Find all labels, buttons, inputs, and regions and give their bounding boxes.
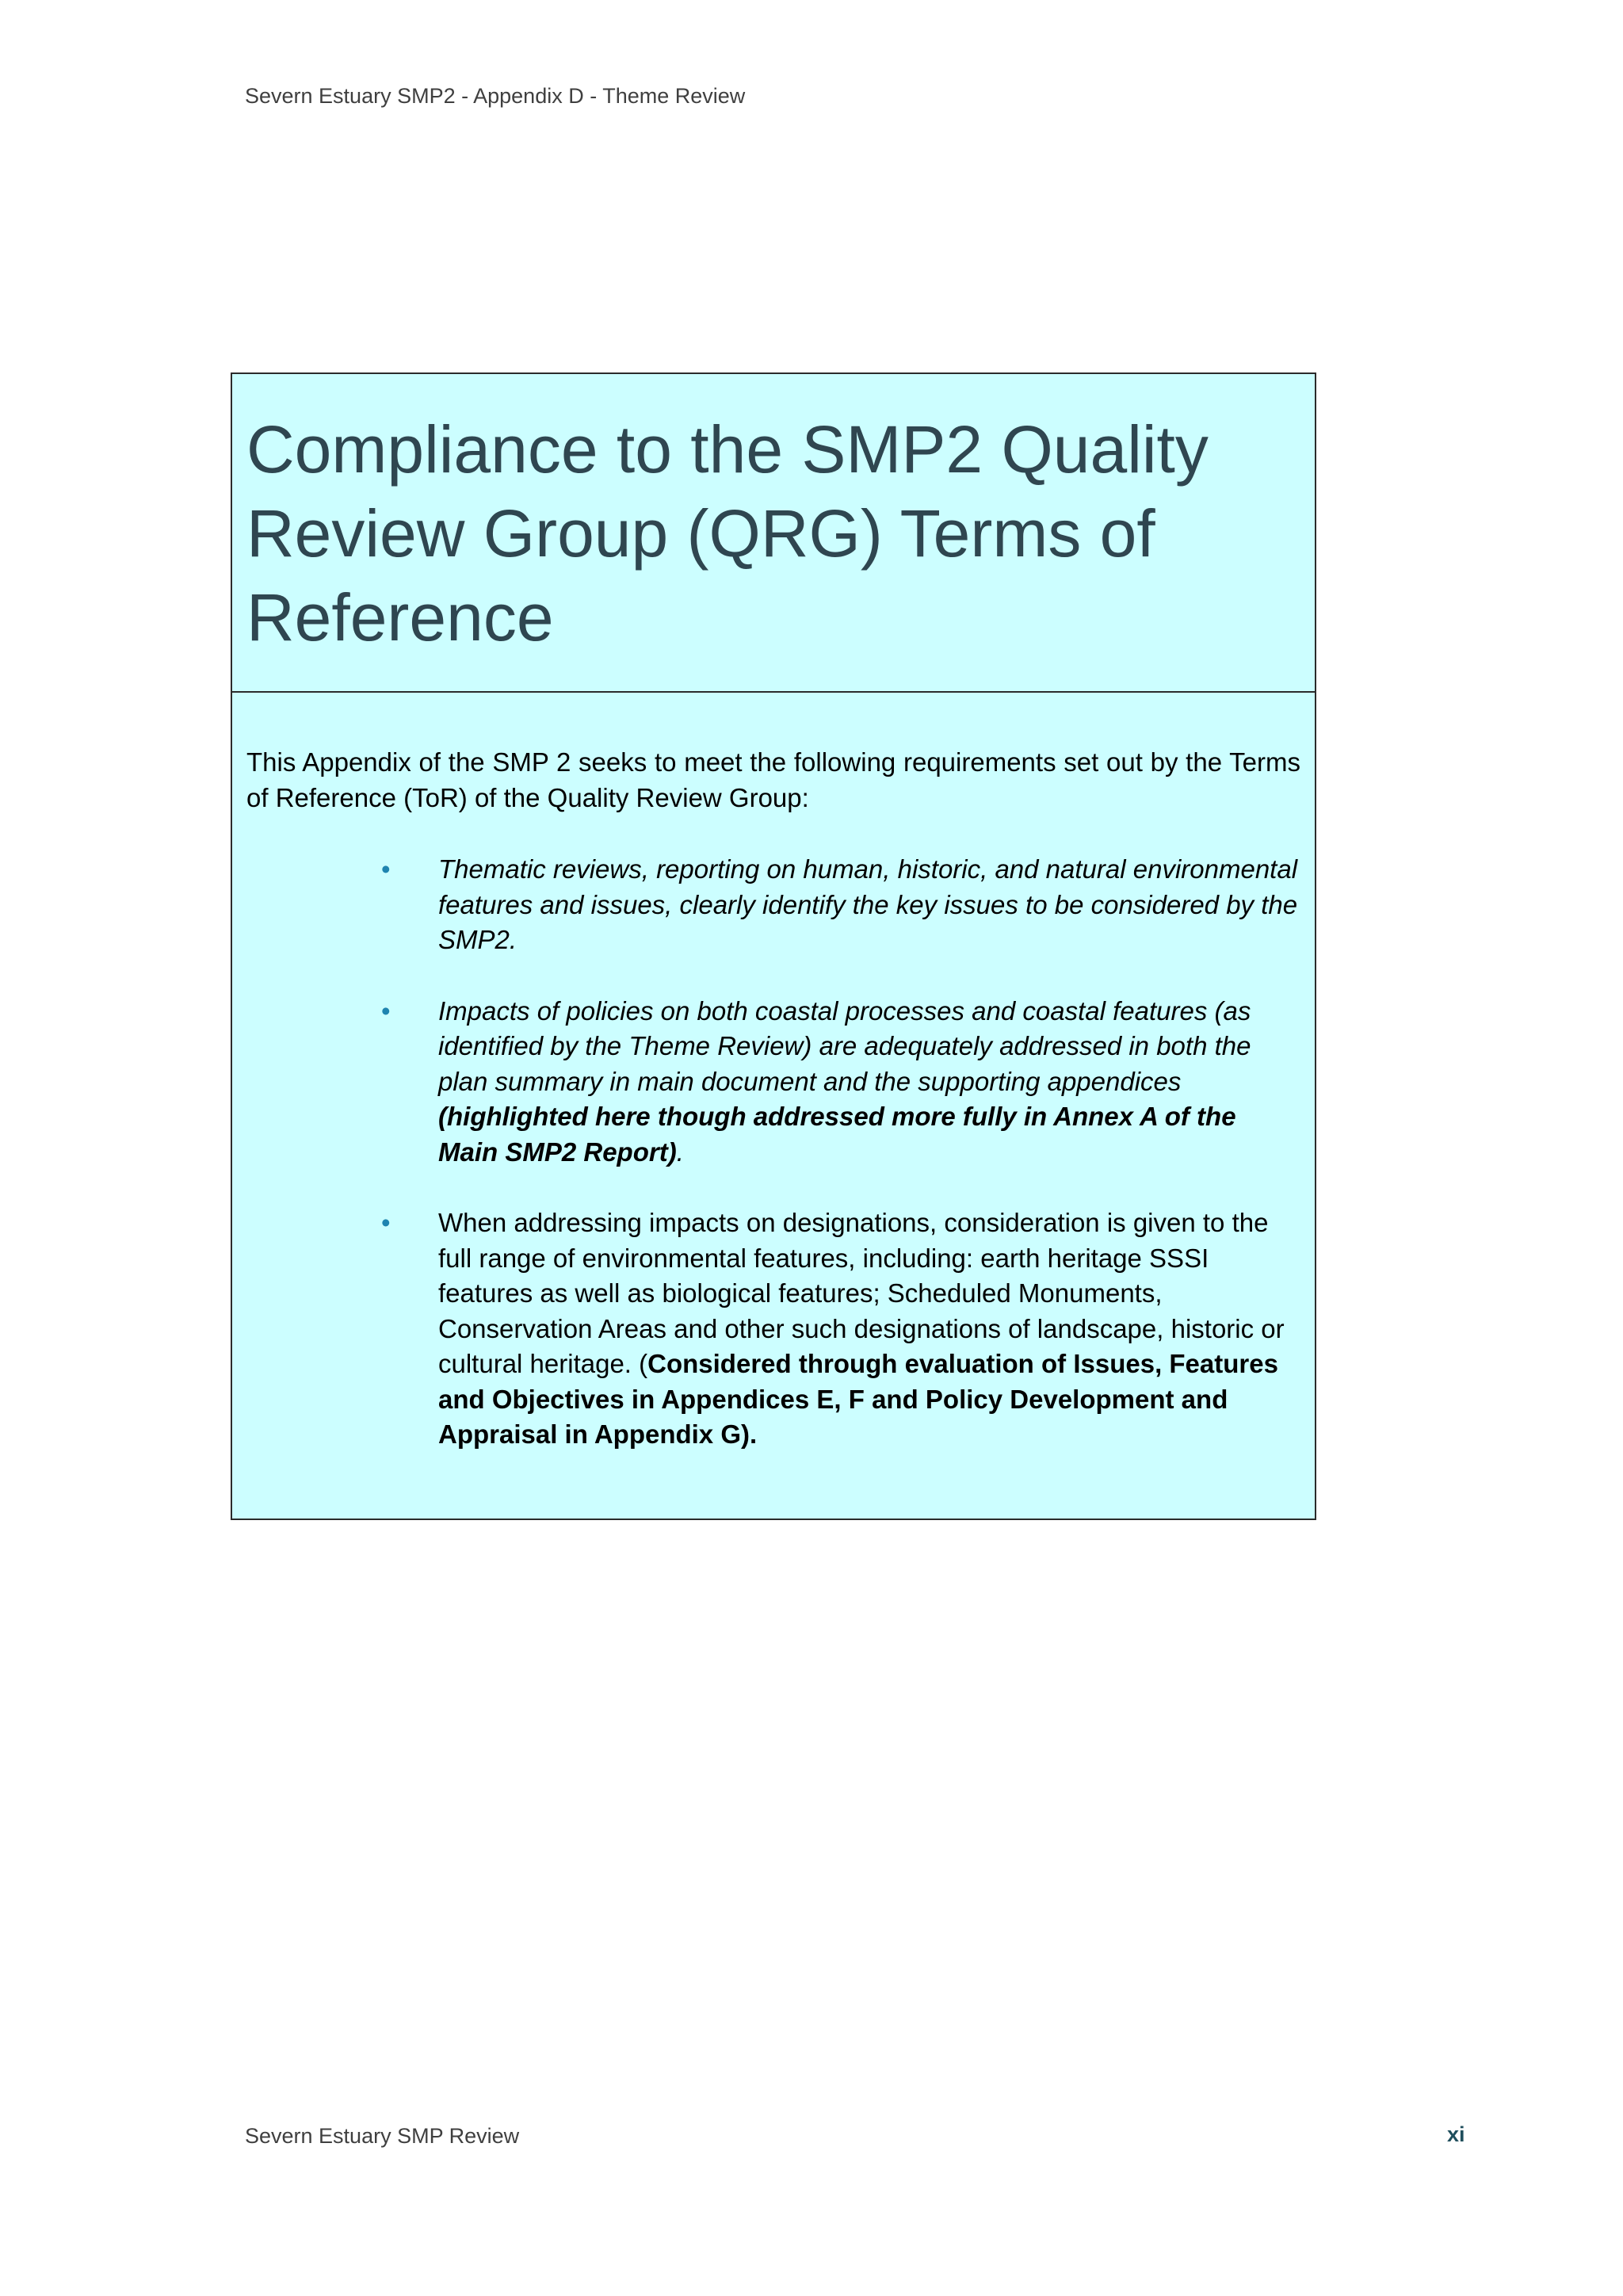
bullet-text: Thematic reviews, reporting on human, historic, and natural environmental features and issues, clearly identify the key issues to be considered by the SMP2.	[438, 854, 1298, 954]
bullet-text: Impacts of policies on both coastal processes and coastal features (as identified by the Theme Review) are adequately addressed in both the plan summary in main document and the supporting appendices	[438, 995, 1251, 1096]
box-title-cell	[232, 374, 1315, 693]
bullet-tail: .	[676, 1137, 684, 1167]
list-item	[246, 1205, 1300, 1453]
bullet-icon: •	[381, 1208, 391, 1237]
box-body	[232, 693, 1315, 1453]
bullet-emphasis: (highlighted here though addressed more fully in Annex A of the Main SMP2 Report)	[438, 1102, 1236, 1167]
list-item	[246, 852, 1300, 958]
box-title: Compliance to the SMP2 Quality Review Group (QRG) Terms of Reference	[246, 412, 1209, 655]
bullet-icon: •	[381, 854, 391, 884]
running-header: Severn Estuary SMP2 - Appendix D - Theme Review	[245, 84, 746, 108]
intro-paragraph: This Appendix of the SMP 2 seeks to meet the following requirements set out by the Terms of Reference (ToR) of the Quality Review Group:	[246, 747, 1300, 812]
bullet-emphasis: Considered through evaluation of Issues, Features and Objectives in Appendices E, F and Policy Development and Appraisal in Appendix G).	[438, 1349, 1278, 1449]
running-footer: Severn Estuary SMP Review	[245, 2124, 520, 2148]
bullet-icon: •	[381, 995, 391, 1026]
requirements-list	[246, 852, 1300, 1453]
list-item	[246, 994, 1300, 1171]
page-number: xi	[1447, 2122, 1465, 2146]
bullet-text: When addressing impacts on designations, consideration is given to the full range of environmental features, including: earth heritage SSSI features as well as biological features; Scheduled Monuments, Conservation Areas and other such designations of landscape, historic or cultural heritage. (	[438, 1208, 1285, 1378]
qrg-compliance-box	[231, 372, 1316, 1520]
